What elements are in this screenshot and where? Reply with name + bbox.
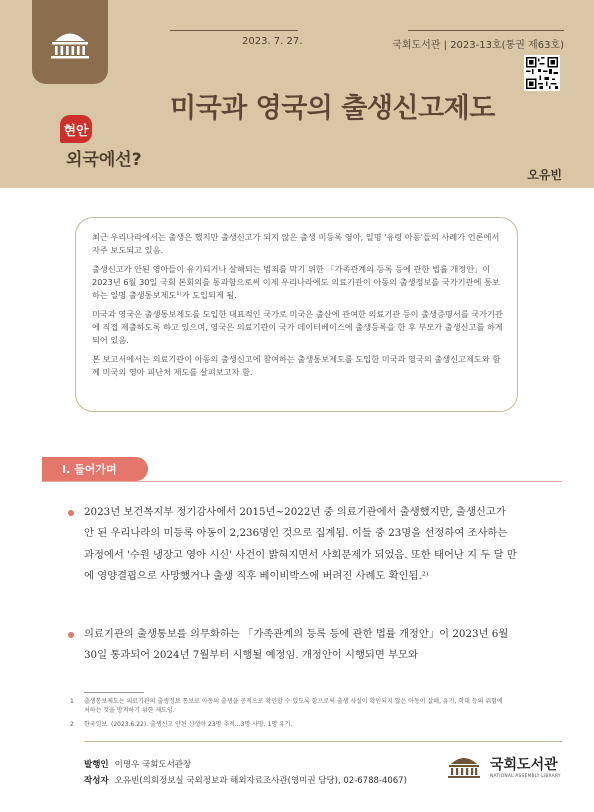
library-name-kr: 국회도서관: [490, 756, 558, 773]
summary-box: [75, 217, 518, 412]
footnote-number: 2: [70, 721, 74, 728]
footer-writer-value: 오유빈(의회정보실 국외정보과 해외자료조사관(영미권 담당), 02-6788-4067): [114, 776, 407, 786]
header-rule-right: [408, 30, 564, 31]
header-rule-left: [170, 30, 298, 31]
section-heading: Ⅰ. 들어가며: [42, 457, 148, 481]
footnote-number: 1: [70, 698, 74, 705]
report-title: 미국과 영국의 출생신고제도: [170, 93, 495, 124]
section-divider: [42, 481, 562, 482]
issue-date: 2023. 7. 27.: [242, 36, 303, 47]
footer-publisher-label: 발행인: [84, 760, 109, 770]
footer-writer-label: 작성자: [84, 776, 109, 786]
body-bullet: 2023년 보건복지부 정기감사에서 2015년~2022년 중 의료기관에서 출생했지만, 출생신고가 안 된 우리나라의 미등록 아동이 2,236명인 것으로 집계됨. 이들 중 23명을 선정하여 조사하는 과정에서 '수원 냉장고 영아 시신' 사건이 밝혀지면서 사회문제가 되었음. 또한 태어난 지 두 달 만에 영양결핍으로 사망했거나 출생 직후 베이비박스에 버려진 사례도 확인됨.²⁾: [84, 502, 518, 587]
summary-paragraph: 본 보고서에서는 의료기관이 아동의 출생신고에 참여하는 출생통보제도를 도입한 미국과 영국의 출생신고제도와 함께 미국의 영아 피난처 제도를 살펴보고자 함.: [92, 353, 501, 377]
library-building-icon: [446, 752, 482, 780]
footnote-divider: [84, 692, 144, 693]
series-badge: 현안: [60, 115, 92, 143]
series-label: 외국에선?: [66, 150, 142, 170]
library-name-en: NATIONAL ASSEMBLY LIBRARY: [490, 773, 561, 779]
summary-paragraph: 미국과 영국은 출생통보제도를 도입한 대표적인 국가로 미국은 출산에 관여한 의료기관 등이 출생증명서를 국가기관에 직접 제출하도록 하고 있으며, 영국은 의료기관이 국가 데이터베이스에 출생등록을 한 후 부모가 출생신고를 하게 되어 있음.: [92, 308, 503, 345]
national-assembly-building-icon: [47, 24, 93, 60]
author-name: 오유빈: [527, 168, 562, 182]
footnote: [70, 697, 504, 716]
footnote-text: 한국일보. (2023.6.22). 출생신고 안된 신생아 23명 추적...3명 사망, 1명 유기.: [84, 721, 293, 728]
qr-code[interactable]: [524, 55, 560, 91]
summary-paragraph: 최근 우리나라에서는 출생은 했지만 출생신고가 되지 않은 출생 미등록 영아, 일명 '유령 아동'들의 사례가 언론에서 자주 보도되고 있음.: [92, 232, 500, 255]
footnote: [70, 720, 504, 729]
assembly-logo-tab: [32, 0, 108, 84]
footer-writer: [84, 774, 407, 786]
footer-publisher-value: 이명우 국회도서관장: [114, 760, 192, 770]
footer-publisher: [84, 758, 191, 770]
footer-divider: [84, 741, 562, 742]
footnote-text: 출생통보제도는 의료기관의 출생정보 통보로 아동의 출생을 공적으로 확인할 수 있도록 함으로써 출생 사실이 확인되지 않은 아동이 살해, 유기, 학대 등의 위험에 처하는 것을 방지하기 위한 제도임.: [84, 698, 503, 715]
body-bullet: 의료기관의 출생통보를 의무화하는 「가족관계의 등록 등에 관한 법률 개정안」이 2023년 6월 30일 통과되어 2024년 7월부터 시행될 예정임. 개정안이 시행되면 부모와: [84, 624, 518, 667]
qr-code-icon: [526, 57, 558, 89]
library-logo[interactable]: [446, 752, 561, 780]
summary-paragraph: 출생신고가 안된 영아들이 유기되거나 살해되는 범죄를 막기 위한 「가족관계의 등록 등에 관한 법률 개정안」이 2023년 6월 30일 국회 본회의를 통과함으로써 이제 우리나라에도 의료기관이 아동의 출생정보를 국가기관에 통보하는 일명 출생통보제도¹⁾가 도입되게 됨.: [92, 263, 500, 300]
publisher-info: 국회도서관 | 2023-13호(통권 제63호): [392, 40, 564, 51]
